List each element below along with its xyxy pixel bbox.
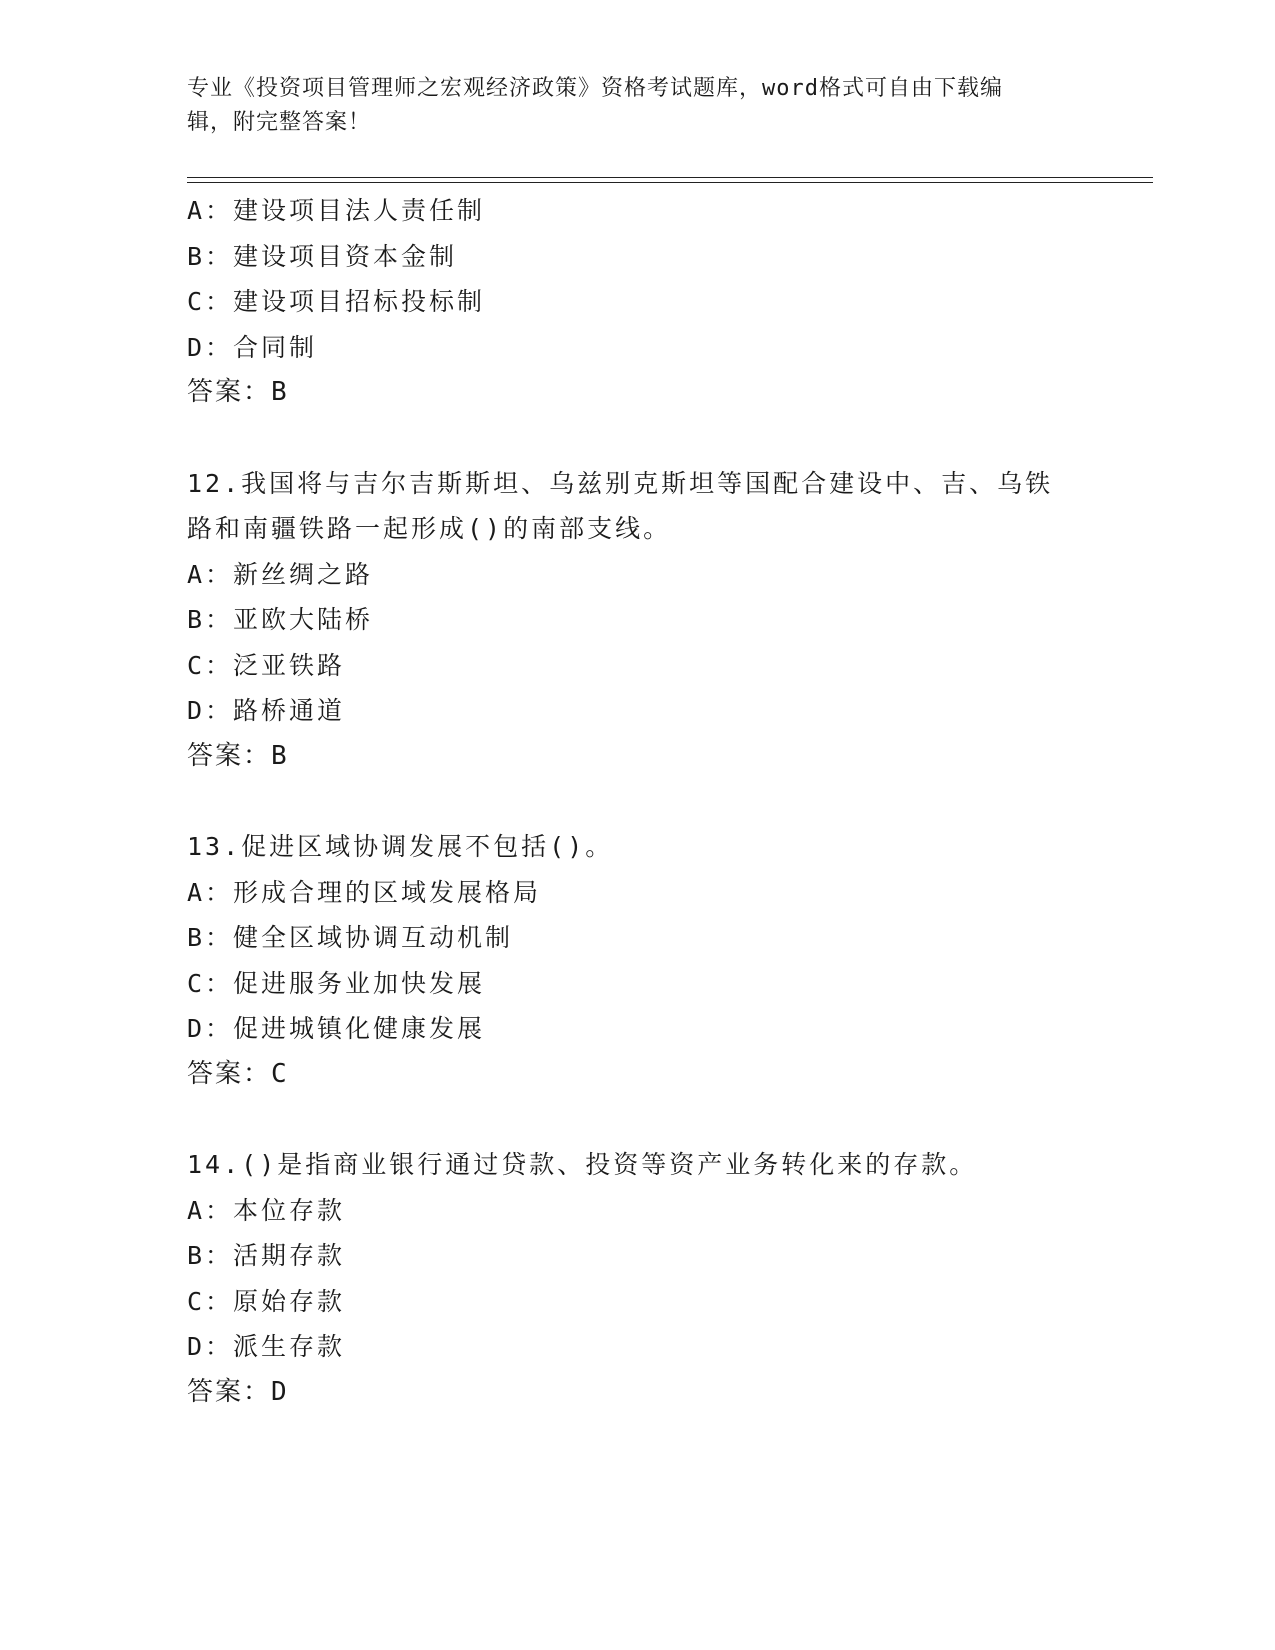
option-c: C：促进服务业加快发展 <box>187 968 486 998</box>
question-list <box>187 188 1087 1415</box>
option-d: D：路桥通道 <box>187 696 346 725</box>
header-line-2: 辑，附完整答案！ <box>187 110 372 135</box>
header-divider-top <box>187 177 1153 178</box>
option-a: A：建设项目法人责任制 <box>187 196 486 225</box>
option-d: D：派生存款 <box>187 1332 346 1361</box>
header-line-1: 专业《投资项目管理师之宏观经济政策》资格考试题库，word格式可自由下载编 <box>187 76 1003 101</box>
answer-line: 答案：C <box>187 1058 289 1089</box>
spacer <box>187 779 1087 824</box>
option-c: C：泛亚铁路 <box>187 650 346 680</box>
option-c: C：建设项目招标投标制 <box>187 287 486 316</box>
document-header <box>187 72 1067 140</box>
spacer <box>187 416 1087 461</box>
option-d: D：合同制 <box>187 332 318 362</box>
question-stem-line-1: 14.()是指商业银行通过贷款、投资等资产业务转化来的存款。 <box>187 1150 978 1179</box>
answer-line: 答案：D <box>187 1376 289 1407</box>
option-c: C：原始存款 <box>187 1286 346 1316</box>
question-stem-line-2: 路和南疆铁路一起形成()的南部支线。 <box>187 514 672 543</box>
option-b: B：活期存款 <box>187 1241 346 1270</box>
option-d: D：促进城镇化健康发展 <box>187 1014 486 1043</box>
question-block-11 <box>187 188 1087 416</box>
answer-line: 答案：B <box>187 377 289 407</box>
header-divider-bottom <box>187 182 1153 183</box>
question-block-14 <box>187 1142 1087 1415</box>
option-b: B：亚欧大陆桥 <box>187 605 374 634</box>
option-b: B：健全区域协调互动机制 <box>187 923 514 952</box>
option-a: A：新丝绸之路 <box>187 559 374 589</box>
option-a: A：本位存款 <box>187 1195 346 1225</box>
question-stem-line-1: 12.我国将与吉尔吉斯斯坦、乌兹别克斯坦等国配合建设中、吉、乌铁 <box>187 468 1054 498</box>
question-block-12 <box>187 461 1087 780</box>
spacer <box>187 1097 1087 1142</box>
question-block-13 <box>187 824 1087 1097</box>
option-a: A：形成合理的区域发展格局 <box>187 877 542 907</box>
option-b: B：建设项目资本金制 <box>187 241 458 271</box>
question-stem-line-1: 13.促进区域协调发展不包括()。 <box>187 832 614 861</box>
answer-line: 答案：B <box>187 740 289 771</box>
